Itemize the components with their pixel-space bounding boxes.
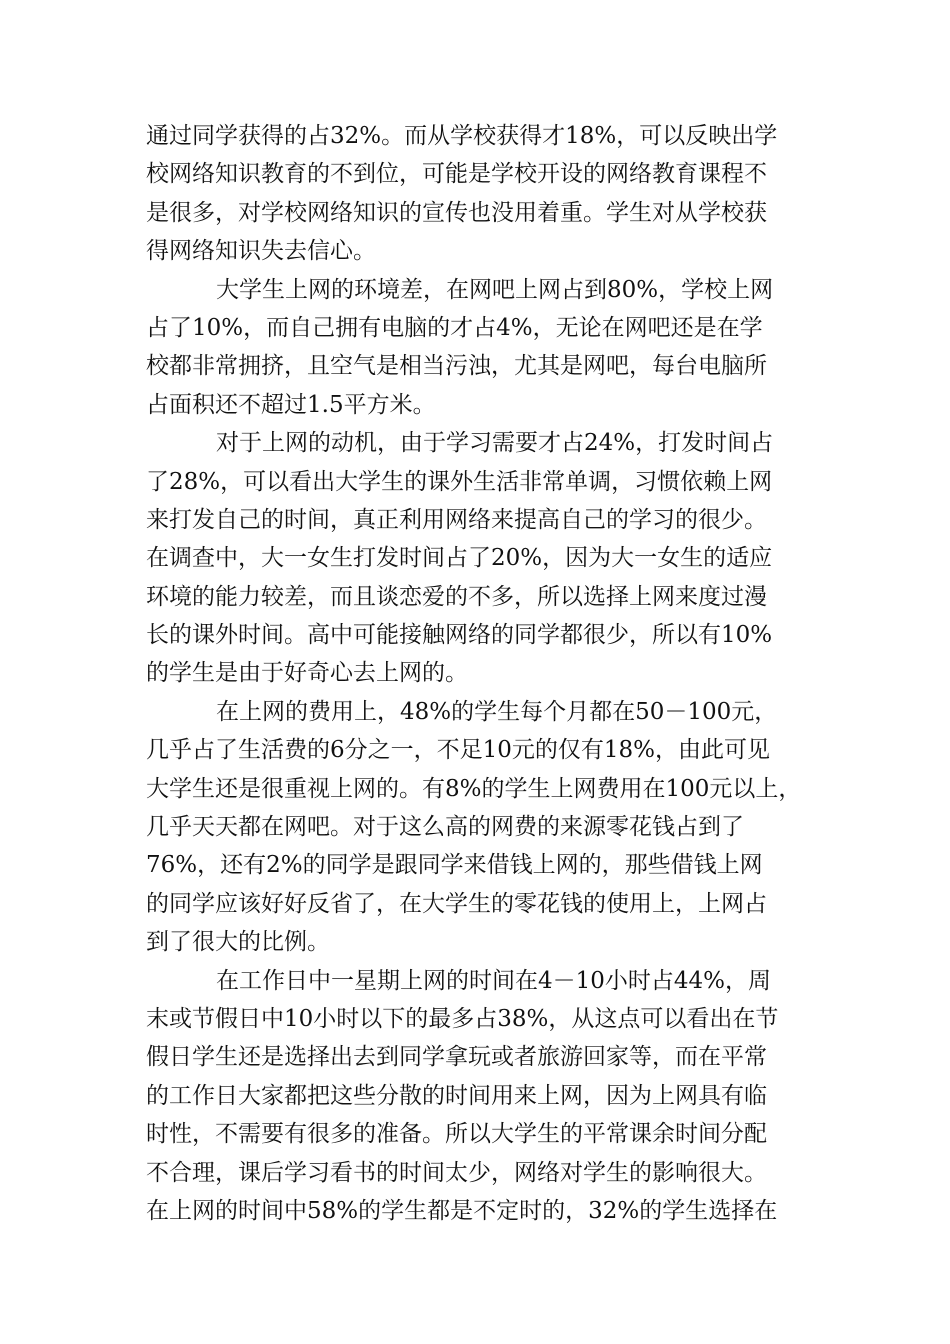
text-line: 得网络知识失去信心。 <box>146 238 376 265</box>
paragraph-start-line: 在工作日中一星期上网的时间在4－10小时占44%，周 <box>216 967 772 994</box>
text-line: 来打发自己的时间，真正利用网络来提高自己的学习的很少。 <box>146 506 767 533</box>
text-line: 是很多，对学校网络知识的宣传也没用着重。学生对从学校获 <box>146 199 767 226</box>
text-line: 通过同学获得的占32%。而从学校获得才18%，可以反映出学 <box>146 123 778 149</box>
text-line: 长的课外时间。高中可能接触网络的同学都很少，所以有10% <box>146 622 773 649</box>
text-line: 占面积还不超过1.5平方米。 <box>146 391 436 418</box>
text-line: 末或节假日中10小时以下的最多占38%，从这点可以看出在节 <box>146 1005 779 1032</box>
text-line: 的工作日大家都把这些分散的时间用来上网，因为上网具有临 <box>146 1082 767 1109</box>
text-line: 校都非常拥挤，且空气是相当污浊，尤其是网吧，每台电脑所 <box>146 353 767 380</box>
text-line: 环境的能力较差，而且谈恋爱的不多，所以选择上网来度过漫 <box>146 583 767 610</box>
text-line: 几乎天天都在网吧。对于这么高的网费的来源零花钱占到了 <box>146 814 744 841</box>
paragraph-start-line: 在上网的费用上，48%的学生每个月都在50－100元， <box>216 698 778 725</box>
text-line: 到了很大的比例。 <box>146 929 330 956</box>
text-line: 占了10%，而自己拥有电脑的才占4%，无论在网吧还是在学 <box>146 314 763 341</box>
text-line: 在调查中，大一女生打发时间占了20%，因为大一女生的适应 <box>146 545 773 572</box>
text-line: 的学生是由于好奇心去上网的。 <box>146 660 468 687</box>
paragraph-start-line: 大学生上网的环境差，在网吧上网占到80%，学校上网 <box>216 276 774 303</box>
text-line: 了28%，可以看出大学生的课外生活非常单调，习惯依赖上网 <box>146 468 773 495</box>
text-line: 几乎占了生活费的6分之一，不足10元的仅有18%，由此可见 <box>146 737 771 764</box>
text-line: 76%，还有2%的同学是跟同学来借钱上网的，那些借钱上网 <box>146 852 763 879</box>
paragraph-start-line: 对于上网的动机，由于学习需要才占24%，打发时间占 <box>216 430 774 457</box>
body-text <box>146 117 806 1230</box>
text-line: 大学生还是很重视上网的。有8%的学生上网费用在100元以上， <box>146 775 802 802</box>
text-line: 假日学生还是选择出去到同学拿玩或者旅游回家等，而在平常 <box>146 1044 767 1071</box>
text-line: 的同学应该好好反省了，在大学生的零花钱的使用上，上网占 <box>146 890 767 917</box>
text-line: 时性，不需要有很多的准备。所以大学生的平常课余时间分配 <box>146 1121 767 1148</box>
text-line: 不合理，课后学习看书的时间太少，网络对学生的影响很大。 <box>146 1159 767 1186</box>
text-line: 在上网的时间中58%的学生都是不定时的，32%的学生选择在 <box>146 1197 778 1224</box>
text-line: 校网络知识教育的不到位，可能是学校开设的网络教育课程不 <box>146 161 767 188</box>
